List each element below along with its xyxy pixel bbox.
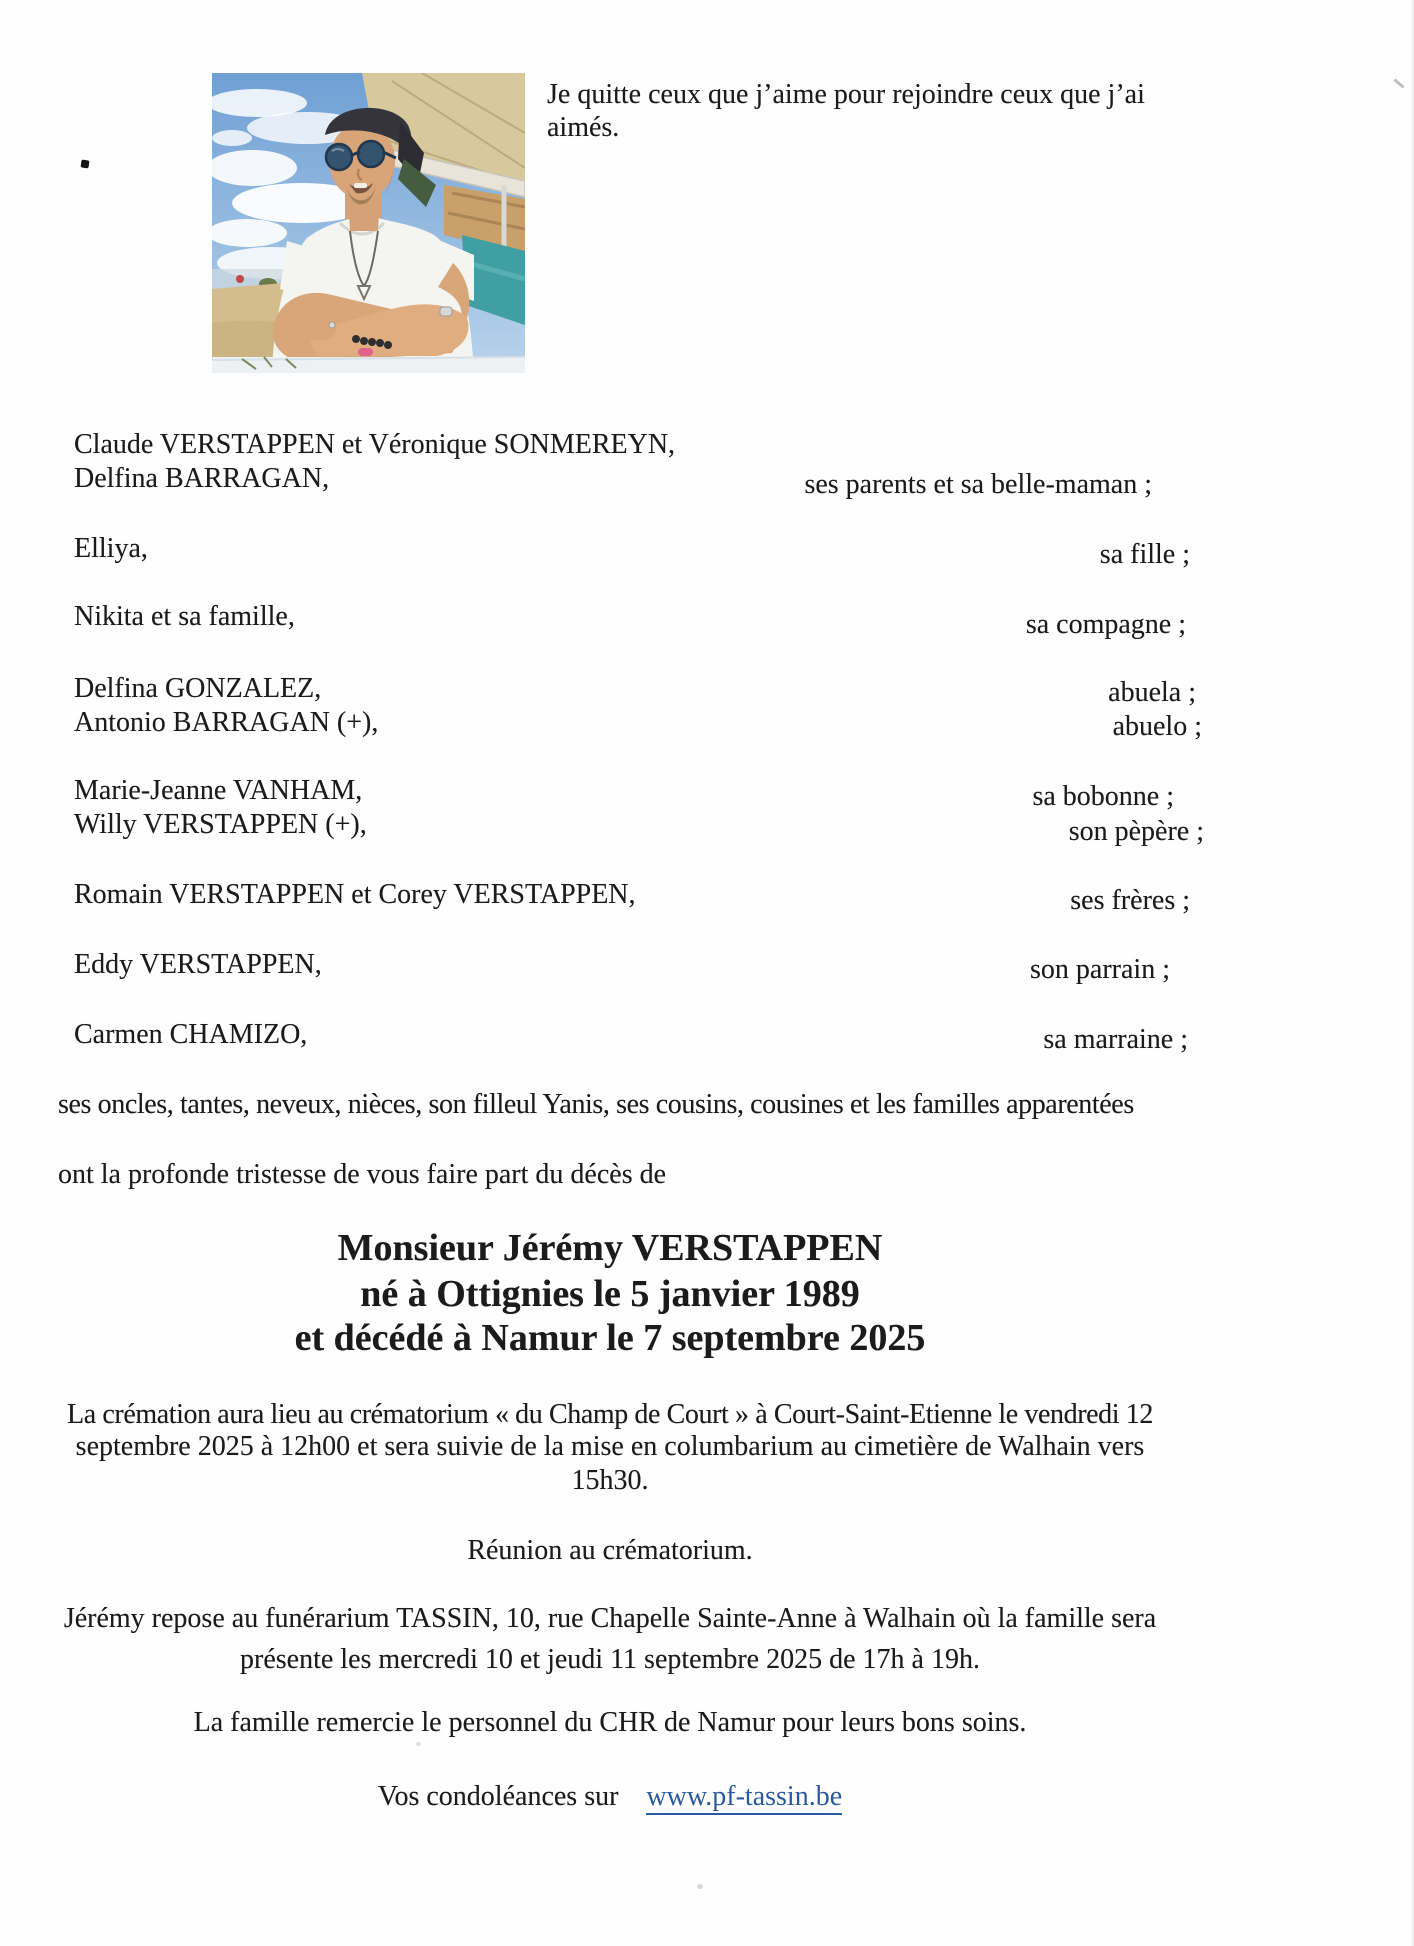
family-relation: sa fille ;: [1099, 539, 1190, 570]
family-relation: ses frères ;: [1070, 885, 1190, 916]
family-name: Delfina BARRAGAN,: [74, 463, 330, 494]
family-name: Antonio BARRAGAN (+),: [74, 707, 379, 738]
family-name: Claude VERSTAPPEN et Véronique SONMEREYN,: [74, 429, 676, 460]
funerarium-line-1: Jérémy repose au funérarium TASSIN, 10, rue Chapelle Sainte-Anne à Walhain où la famille sera: [63, 1603, 1157, 1634]
portrait-photo: [212, 73, 525, 373]
family-name: Carmen CHAMIZO,: [74, 1019, 308, 1050]
family-relation: sa bobonne ;: [1032, 781, 1174, 812]
scan-speck: [416, 1742, 421, 1746]
family-relation: son pèpère ;: [1068, 816, 1204, 847]
scan-speck: [80, 159, 89, 168]
beach-umbrella: [236, 275, 244, 283]
family-relation: son parrain ;: [1030, 954, 1170, 985]
funerarium-line-2: présente les mercredi 10 et jeudi 11 septembre 2025 de 17h à 19h.: [240, 1644, 980, 1675]
cremation-line-1: La crémation aura lieu au crématorium « du Champ de Court » à Court-Saint-Etienne le vendredi 12: [67, 1399, 1153, 1430]
family-relation: ses parents et sa belle-maman ;: [804, 469, 1152, 500]
thanks-line: La famille remercie le personnel du CHR de Namur pour leurs bons soins.: [193, 1707, 1027, 1738]
cremation-line-2: septembre 2025 à 12h00 et sera suivie de la mise en columbarium au cimetière de Walhain vers: [75, 1431, 1145, 1462]
announcement-line: ont la profonde tristesse de vous faire part du décès de: [58, 1159, 667, 1190]
condolences-website-link[interactable]: www.pf-tassin.be: [646, 1781, 842, 1815]
cremation-line-3: 15h30.: [571, 1465, 649, 1496]
family-name: Romain VERSTAPPEN et Corey VERSTAPPEN,: [74, 879, 636, 910]
deceased-death-line: et décédé à Namur le 7 septembre 2025: [294, 1317, 926, 1359]
family-relation: sa compagne ;: [1025, 609, 1186, 640]
family-name: Elliya,: [74, 533, 148, 564]
relatives-line: ses oncles, tantes, neveux, nièces, son filleul Yanis, ses cousins, cousines et les familles apparentées: [58, 1089, 1134, 1120]
family-relation: sa marraine ;: [1043, 1024, 1188, 1055]
condolences-line: [40, 1780, 1180, 1814]
scan-edge-shade: [1410, 0, 1414, 1946]
epitaph-quote: Je quitte ceux que j’aime pour rejoindre ceux que j’ai aimés.: [547, 79, 1145, 143]
family-relation: abuelo ;: [1112, 711, 1202, 742]
deceased-birth-line: né à Ottignies le 5 janvier 1989: [360, 1273, 860, 1315]
family-relation: abuela ;: [1108, 677, 1196, 708]
deceased-name: Monsieur Jérémy VERSTAPPEN: [337, 1227, 883, 1269]
family-name: Willy VERSTAPPEN (+),: [74, 809, 367, 840]
reunion-line: Réunion au crématorium.: [467, 1535, 753, 1566]
family-name: Eddy VERSTAPPEN,: [74, 949, 322, 980]
family-name: Nikita et sa famille,: [74, 601, 295, 632]
family-name: Marie-Jeanne VANHAM,: [74, 775, 363, 806]
scan-speck: [697, 1884, 703, 1889]
condolences-label: Vos condoléances sur: [377, 1781, 619, 1812]
scan-speck: [1393, 78, 1404, 88]
family-name: Delfina GONZALEZ,: [74, 673, 322, 704]
portrait-photo-illustration: [212, 73, 525, 373]
